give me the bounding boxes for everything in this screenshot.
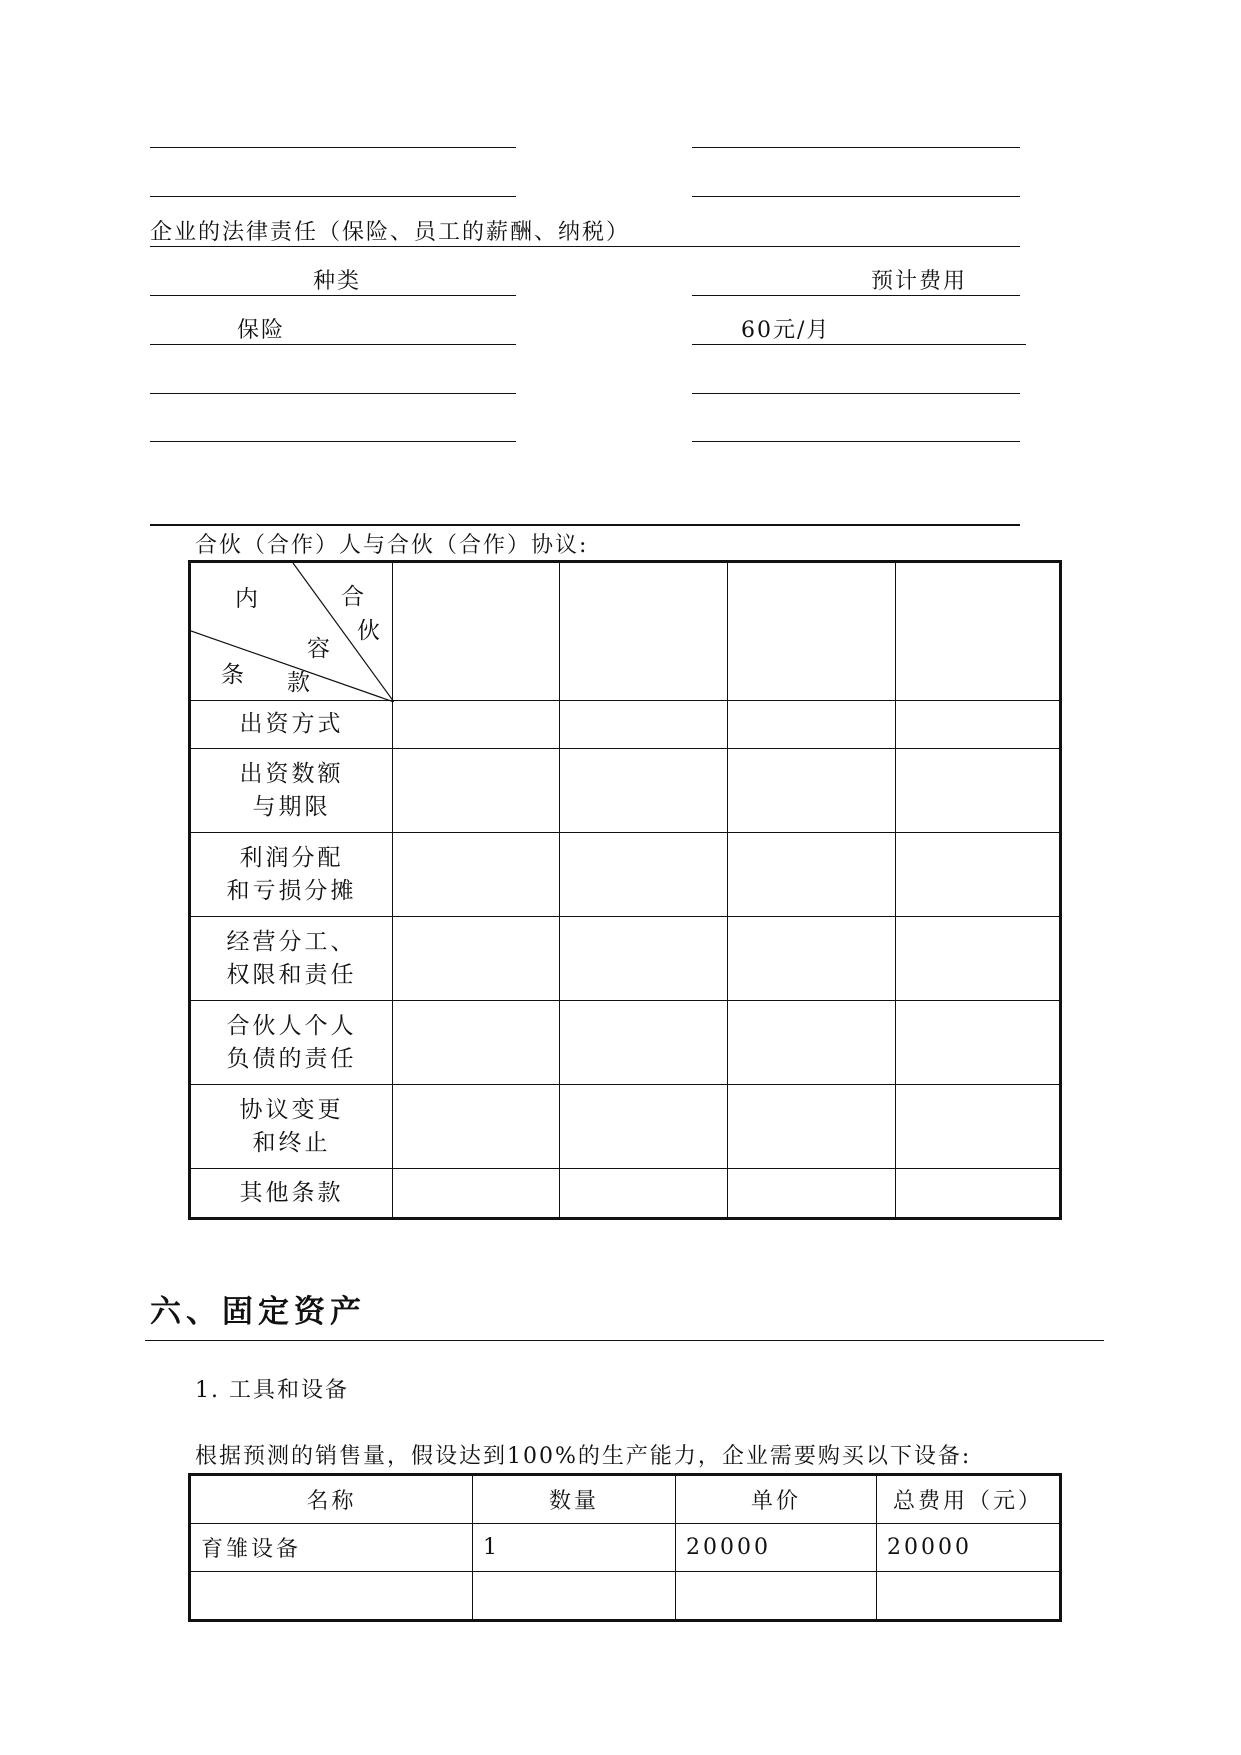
table-row — [190, 1001, 1061, 1085]
table-cell — [728, 1169, 896, 1219]
column-header: 单价 — [676, 1475, 877, 1524]
table-cell — [560, 1001, 728, 1085]
rule-line — [150, 441, 516, 442]
corner-label: 容 — [307, 636, 333, 662]
rule-line — [150, 246, 1020, 247]
rule-line — [692, 295, 1020, 296]
table-cell — [728, 833, 896, 917]
table-cell — [896, 701, 1061, 749]
table-cell — [896, 1085, 1061, 1169]
table-row — [190, 1572, 1061, 1621]
table-cell — [393, 833, 560, 917]
table-cell — [560, 701, 728, 749]
rule-line — [692, 344, 1026, 345]
section-title: 六、固定资产 — [150, 1294, 366, 1330]
rule-line — [692, 196, 1020, 197]
table-cell — [728, 1001, 896, 1085]
equipment-table — [188, 1473, 1062, 1622]
rule-line — [150, 393, 516, 394]
row-label: 出资方式 — [190, 701, 393, 749]
legal-row1-cost: 60元/月 — [741, 318, 831, 343]
corner-label: 条 — [221, 662, 247, 688]
rule-line — [692, 393, 1020, 394]
corner-cell — [190, 562, 393, 701]
table-row — [190, 833, 1061, 917]
table-cell — [560, 749, 728, 833]
rule-line — [150, 295, 516, 296]
table-cell — [393, 749, 560, 833]
column-header: 名称 — [190, 1475, 473, 1524]
table-cell — [896, 1001, 1061, 1085]
partnership-heading: 合伙（合作）人与合伙（合作）协议: — [195, 533, 589, 558]
row-label: 利润分配 和亏损分摊 — [190, 833, 393, 917]
table-cell — [728, 749, 896, 833]
subsection-title: 1. 工具和设备 — [195, 1378, 349, 1403]
table-row — [190, 1524, 1061, 1572]
row-label: 协议变更 和终止 — [190, 1085, 393, 1169]
row-label: 其他条款 — [190, 1169, 393, 1219]
table-cell — [393, 917, 560, 1001]
rule-line — [150, 196, 516, 197]
rule-line — [150, 147, 516, 148]
section-divider — [145, 1340, 1104, 1341]
table-cell — [728, 917, 896, 1001]
partnership-table — [188, 560, 1062, 1220]
table-cell: 育雏设备 — [190, 1524, 473, 1572]
table-cell — [560, 1169, 728, 1219]
table-cell: 20000 — [877, 1524, 1061, 1572]
row-label: 经营分工、 权限和责任 — [190, 917, 393, 1001]
legal-col-type: 种类 — [313, 269, 362, 294]
corner-label: 内 — [235, 586, 261, 612]
table-row — [190, 1085, 1061, 1169]
rule-line — [150, 524, 1020, 526]
corner-label: 合 — [341, 584, 367, 610]
table-cell — [896, 917, 1061, 1001]
table-row — [190, 749, 1061, 833]
table-row — [190, 1169, 1061, 1219]
table-row — [190, 917, 1061, 1001]
table-cell — [393, 701, 560, 749]
table-cell — [896, 749, 1061, 833]
rule-line — [150, 344, 516, 345]
row-label: 合伙人个人 负债的责任 — [190, 1001, 393, 1085]
table-cell — [896, 562, 1061, 701]
table-header-row — [190, 1475, 1061, 1524]
table-cell: 20000 — [676, 1524, 877, 1572]
table-cell — [393, 562, 560, 701]
table-cell — [473, 1572, 676, 1621]
table-cell — [560, 1085, 728, 1169]
table-cell — [896, 1169, 1061, 1219]
rule-line — [692, 441, 1020, 442]
legal-row1-type: 保险 — [237, 318, 286, 343]
table-cell — [393, 1001, 560, 1085]
legal-col-cost: 预计费用 — [871, 269, 968, 294]
table-cell — [560, 917, 728, 1001]
table-cell — [728, 701, 896, 749]
corner-label: 款 — [287, 670, 313, 696]
row-label: 出资数额 与期限 — [190, 749, 393, 833]
table-cell — [676, 1572, 877, 1621]
equipment-intro: 根据预测的销售量，假设达到100%的生产能力，企业需要购买以下设备: — [195, 1444, 972, 1469]
table-cell — [560, 833, 728, 917]
column-header: 数量 — [473, 1475, 676, 1524]
column-header: 总费用（元） — [877, 1475, 1061, 1524]
table-cell — [728, 1085, 896, 1169]
table-row — [190, 701, 1061, 749]
table-cell — [393, 1169, 560, 1219]
legal-heading: 企业的法律责任（保险、员工的薪酬、纳税） — [150, 220, 631, 245]
table-cell — [728, 562, 896, 701]
rule-line — [692, 147, 1020, 148]
table-cell — [877, 1572, 1061, 1621]
table-cell — [393, 1085, 560, 1169]
table-cell — [190, 1572, 473, 1621]
table-cell — [560, 562, 728, 701]
corner-label: 伙 — [357, 618, 383, 644]
table-cell: 1 — [473, 1524, 676, 1572]
table-cell — [896, 833, 1061, 917]
